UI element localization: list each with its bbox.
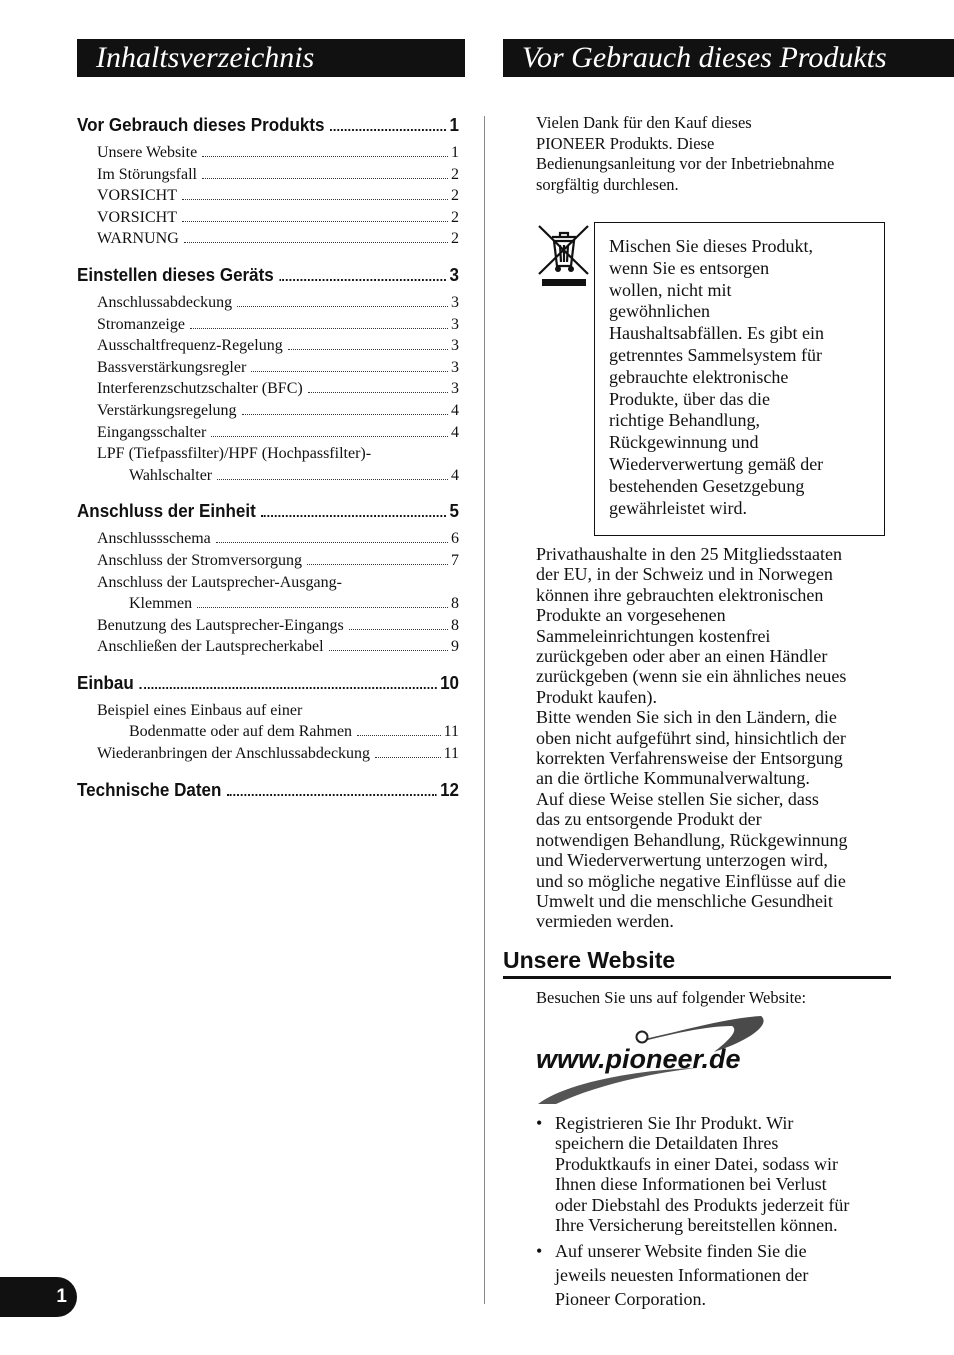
text-line: korrekten Verfahrensweise der Entsorgung xyxy=(536,748,843,769)
toc-entry[interactable] xyxy=(77,422,459,444)
toc-section-title: Vor Gebrauch dieses Produkts xyxy=(77,114,325,135)
toc-entry-page: 4 xyxy=(451,466,459,484)
toc-entry-page: 11 xyxy=(443,723,459,741)
toc-section-title: Technische Daten xyxy=(77,778,222,800)
toc-section-heading[interactable] xyxy=(77,670,459,696)
toc-entry-line[interactable]: Anschluss der Lautsprecher-Ausgang- xyxy=(97,573,342,591)
text-line: und so mögliche negative Einflüsse auf die xyxy=(536,870,846,891)
text-line: Ihre Versicherung bereitstellen können. xyxy=(555,1215,838,1236)
text-line: Produkt kaufen). xyxy=(536,686,657,707)
toc-entry-title: Anschließen der Lautsprecherkabel xyxy=(97,638,324,656)
toc-section-page: 5 xyxy=(449,500,460,522)
toc-leader xyxy=(357,735,441,736)
toc-entry-title: Unsere Website xyxy=(97,144,198,161)
toc-leader xyxy=(190,328,448,329)
text-line: wenn Sie es entsorgen xyxy=(609,257,770,278)
text-line: wollen, nicht mit xyxy=(609,279,732,300)
toc-entry-title: Eingangsschalter xyxy=(97,423,207,441)
toc-entry-page: 4 xyxy=(451,423,459,441)
toc-section-page: 10 xyxy=(440,671,460,693)
text-line: Produkte an vorgesehenen xyxy=(536,605,726,626)
toc-leader xyxy=(227,794,436,796)
text-line: können ihre gebrauchten elektronischen xyxy=(536,584,824,605)
toc-entry-title: Anschluss der Stromversorgung xyxy=(97,551,303,569)
toc-entry[interactable] xyxy=(77,615,459,637)
text-line: gewöhnlichen xyxy=(609,301,710,322)
toc-section-heading[interactable] xyxy=(77,777,459,803)
text-line: Ihnen diese Informationen bei Verlust xyxy=(555,1174,827,1195)
text-line: richtige Behandlung, xyxy=(609,410,760,431)
toc-entry-page: 3 xyxy=(451,337,459,355)
toc-leader xyxy=(308,392,448,393)
text-line: speichern die Detaildaten Ihres xyxy=(555,1133,779,1154)
toc-entry[interactable] xyxy=(77,357,459,379)
toc-entry-title: Wiederanbringen der Anschlussabdeckung xyxy=(97,745,371,763)
text-line: zurückgeben oder aber an einen Händler xyxy=(536,646,828,667)
toc-leader xyxy=(211,436,448,437)
toc-entry-title: Im Störungsfall xyxy=(97,165,197,183)
toc-entry[interactable] xyxy=(77,528,459,550)
toc-entry-page: 11 xyxy=(443,745,459,763)
toc-entry-page: 9 xyxy=(451,638,459,656)
text-line: gebrauchte elektronische xyxy=(609,366,789,387)
toc-entry[interactable] xyxy=(77,593,459,615)
text-line: Mischen Sie dieses Produkt, xyxy=(609,236,813,256)
toc-section-title: Einstellen dieses Geräts xyxy=(77,263,274,285)
text-line: Auf diese Weise stellen Sie sicher, dass xyxy=(536,788,819,809)
text-line: sorgfältig durchlesen. xyxy=(536,174,679,194)
pioneer-website-logo xyxy=(536,1012,764,1106)
toc-entry[interactable] xyxy=(77,721,459,743)
toc-entry-page: 8 xyxy=(451,595,459,613)
disposal-notice-box xyxy=(594,222,885,536)
toc-entry[interactable] xyxy=(77,207,459,229)
website-bullet-list xyxy=(536,1113,896,1311)
toc-leader xyxy=(329,650,448,651)
toc-entry-title: Bodenmatte oder auf dem Rahmen xyxy=(129,723,353,741)
toc-entry-title: Interferenzschutzschalter (BFC) xyxy=(97,380,303,398)
toc-entry-page: 3 xyxy=(451,315,459,333)
toc-section-heading[interactable] xyxy=(77,112,459,138)
toc-section xyxy=(77,498,459,658)
text-line: das zu entsorgende Produkt der xyxy=(536,809,762,830)
toc-leader xyxy=(182,221,448,222)
toc-leader xyxy=(330,129,446,131)
toc-banner: Inhaltsverzeichnis xyxy=(77,39,465,77)
text-line: PIONEER Produkts. Diese xyxy=(536,133,715,153)
website-intro: Besuchen Sie uns auf folgender Website: xyxy=(536,988,807,1007)
text-line: bestehenden Gesetzgebung xyxy=(609,475,805,496)
toc-leader xyxy=(242,414,448,415)
text-line: Pioneer Corporation. xyxy=(555,1289,706,1310)
toc-section-heading[interactable] xyxy=(77,498,459,524)
toc-leader xyxy=(288,349,448,350)
text-line: Produkte, über das die xyxy=(609,388,770,409)
toc-leader xyxy=(251,371,448,372)
toc-leader xyxy=(216,542,448,543)
text-line: notwendigen Behandlung, Rückgewinnung xyxy=(536,829,848,850)
toc-entry-title: Ausschaltfrequenz-Regelung xyxy=(97,337,283,355)
toc-entry[interactable] xyxy=(77,550,459,572)
toc-leader xyxy=(375,757,441,758)
toc-section-heading[interactable] xyxy=(77,262,459,288)
crossed-bin-icon xyxy=(536,222,592,288)
text-line: Auf unserer Website finden Sie die xyxy=(555,1241,807,1262)
toc-entry-page: 4 xyxy=(451,401,459,419)
text-line: Rückgewinnung und xyxy=(609,432,759,453)
toc-entry[interactable] xyxy=(77,314,459,336)
toc-entry-line[interactable]: Beispiel eines Einbaus auf einer xyxy=(97,701,303,719)
text-line: Umwelt und die menschliche Gesundheit xyxy=(536,890,833,911)
toc-entry[interactable] xyxy=(77,292,459,314)
table-of-contents xyxy=(77,112,459,815)
toc-entry-title: Anschlussabdeckung xyxy=(97,293,233,311)
text-line: Bedienungsanleitung vor der Inbetriebnahme xyxy=(536,154,835,174)
toc-entry-page: 6 xyxy=(451,530,459,548)
website-heading: Unsere Website xyxy=(503,944,891,979)
toc-entry[interactable] xyxy=(77,400,459,422)
toc-section xyxy=(77,112,459,250)
toc-entry-title: Verstärkungsregelung xyxy=(97,401,237,419)
toc-entry-title: VORSICHT xyxy=(97,208,178,226)
toc-entry-title: WARNUNG xyxy=(97,230,179,248)
column-divider xyxy=(484,116,485,1304)
toc-entry-page: 1 xyxy=(451,144,459,161)
toc-entry-line[interactable]: LPF (Tiefpassfilter)/HPF (Hochpassfilter)- xyxy=(97,445,372,463)
toc-entry-page: 2 xyxy=(451,187,459,205)
toc-leader xyxy=(182,199,448,200)
toc-section xyxy=(77,670,459,765)
text-line: Haushaltsabfällen. Es gibt ein xyxy=(609,323,824,344)
toc-section-title: Einbau xyxy=(77,671,134,693)
text-line: Sammeleinrichtungen kostenfrei xyxy=(536,625,771,646)
toc-entry[interactable] xyxy=(77,743,459,765)
logo-text: www.pioneer.de xyxy=(536,1044,741,1074)
text-line: gewährleistet wird. xyxy=(609,497,747,518)
text-line: getrenntes Sammelsystem für xyxy=(609,344,822,365)
toc-entry-page: 2 xyxy=(451,208,459,226)
toc-leader xyxy=(307,564,448,565)
text-line: oben nicht aufgeführt sind, hinsichtlich der xyxy=(536,727,846,748)
toc-leader xyxy=(197,607,448,608)
bullet-item xyxy=(536,1113,896,1235)
disposal-info-text xyxy=(536,544,892,932)
section-banner: Vor Gebrauch dieses Produkts xyxy=(503,39,954,77)
intro-text xyxy=(536,113,892,195)
toc-section xyxy=(77,777,459,803)
text-line: oder Diebstahl des Produkts jederzeit für xyxy=(555,1194,850,1215)
text-line: Vielen Dank für den Kauf dieses xyxy=(536,113,752,132)
toc-leader xyxy=(279,279,446,281)
toc-entry-title: Wahlschalter xyxy=(129,466,213,484)
toc-entry-title: Benutzung des Lautsprecher-Eingangs xyxy=(97,616,344,634)
bullet-item xyxy=(536,1239,896,1311)
toc-entry-title: Anschlussschema xyxy=(97,530,211,548)
toc-entry-title: VORSICHT xyxy=(97,187,178,205)
toc-leader xyxy=(349,629,448,630)
toc-entry-title: Klemmen xyxy=(129,595,193,613)
text-line: Produktkaufs in einer Datei, sodass wir xyxy=(555,1153,838,1174)
toc-entry[interactable] xyxy=(77,378,459,400)
text-line: vermieden werden. xyxy=(536,911,674,932)
toc-entry-page: 3 xyxy=(451,293,459,311)
toc-entry-page: 2 xyxy=(451,165,459,183)
toc-leader xyxy=(261,515,446,517)
text-line: zurückgeben (wenn sie ein ähnliches neues xyxy=(536,666,847,687)
toc-entry-page: 8 xyxy=(451,616,459,634)
text-line: Registrieren Sie Ihr Produkt. Wir xyxy=(555,1113,794,1133)
toc-leader xyxy=(202,178,448,179)
toc-entry[interactable] xyxy=(77,185,459,207)
toc-section xyxy=(77,262,459,486)
toc-section-page: 3 xyxy=(449,263,460,285)
toc-leader xyxy=(202,156,448,157)
toc-entry-page: 7 xyxy=(451,551,459,569)
text-line: Bitte wenden Sie sich in den Ländern, die xyxy=(536,707,837,728)
toc-leader xyxy=(237,306,448,307)
text-line: Wiederverwertung gemäß der xyxy=(609,453,824,474)
toc-entry[interactable] xyxy=(77,335,459,357)
toc-entry[interactable] xyxy=(77,228,459,250)
toc-leader xyxy=(217,479,448,480)
text-line: und Wiederverwertung unterzogen wird, xyxy=(536,850,828,871)
text-line: an die örtliche Kommunalverwaltung. xyxy=(536,768,810,789)
toc-entry-title: Stromanzeige xyxy=(97,315,185,333)
toc-entry[interactable] xyxy=(77,164,459,186)
toc-entry[interactable] xyxy=(77,465,459,487)
toc-section-page: 12 xyxy=(440,778,460,800)
text-line: jeweils neuesten Informationen der xyxy=(555,1265,809,1286)
toc-entry-title: Bassverstärkungsregler xyxy=(97,358,247,376)
bullet-icon: • xyxy=(536,1241,543,1262)
toc-entry-page: 3 xyxy=(451,380,459,398)
toc-entry[interactable] xyxy=(77,142,459,164)
toc-leader xyxy=(184,242,448,243)
toc-section-page: 1 xyxy=(449,114,460,135)
toc-entry-page: 3 xyxy=(451,358,459,376)
toc-entry-page: 2 xyxy=(451,230,459,248)
toc-entry[interactable] xyxy=(77,636,459,658)
page-number: 1 xyxy=(0,1277,77,1317)
text-line: Privathaushalte in den 25 Mitgliedsstaaten xyxy=(536,544,842,564)
text-line: der EU, in der Schweiz und in Norwegen xyxy=(536,564,833,585)
toc-section-title: Anschluss der Einheit xyxy=(77,500,256,522)
toc-leader xyxy=(139,687,436,689)
bullet-icon: • xyxy=(536,1113,543,1133)
